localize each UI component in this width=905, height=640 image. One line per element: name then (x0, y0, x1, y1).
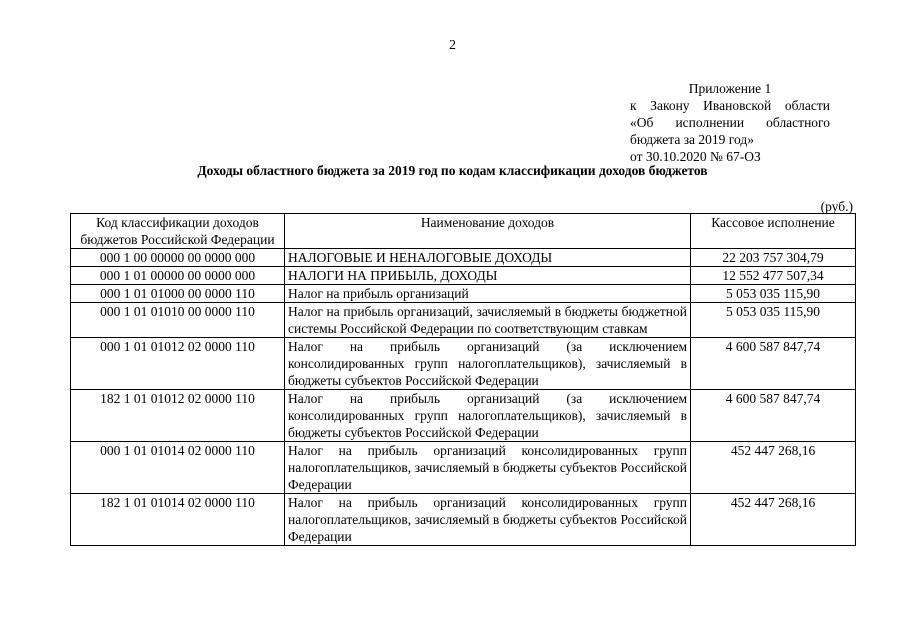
row-code: 000 1 01 01010 00 0000 110 (71, 303, 285, 338)
row-amount: 5 053 035 115,90 (691, 285, 856, 303)
table-row (71, 390, 856, 442)
row-code: 000 1 00 00000 00 0000 000 (71, 249, 285, 267)
row-name: НАЛОГОВЫЕ И НЕНАЛОГОВЫЕ ДОХОДЫ (285, 249, 691, 267)
document-title: Доходы областного бюджета за 2019 год по кодам классификации доходов бюджетов (197, 163, 708, 178)
page-number: 2 (449, 38, 456, 53)
row-amount: 452 447 268,16 (691, 442, 856, 494)
appendix-line-3: «Об исполнении областного (630, 115, 830, 130)
row-amount: 4 600 587 847,74 (691, 338, 856, 390)
row-name: Налог на прибыль организаций, зачисляемый в бюджеты бюджетной системы Российской Федерации по соответствующим ставкам (285, 303, 691, 338)
table-row (71, 338, 856, 390)
table-row (71, 249, 856, 267)
row-code: 000 1 01 00000 00 0000 000 (71, 267, 285, 285)
appendix-line-4: бюджета за 2019 год» (630, 132, 754, 147)
row-name: Налог на прибыль организаций консолидированных групп налогоплательщиков, зачисляемый в бюджеты субъектов Российской Федерации (285, 442, 691, 494)
table-row (71, 442, 856, 494)
appendix-line-5: от 30.10.2020 № 67-ОЗ (630, 149, 761, 164)
table-row (71, 303, 856, 338)
header-code: Код классификации доходов бюджетов Российской Федерации (71, 214, 285, 249)
appendix-block (630, 80, 830, 165)
row-code: 000 1 01 01012 02 0000 110 (71, 338, 285, 390)
row-name: Налог на прибыль организаций (285, 285, 691, 303)
appendix-line-2: к Закону Ивановской области (630, 98, 830, 113)
revenue-table (70, 213, 856, 546)
row-amount: 452 447 268,16 (691, 494, 856, 546)
header-name: Наименование доходов (285, 214, 691, 249)
row-name: Налог на прибыль организаций (за исключением консолидированных групп налогоплательщиков), зачисляемый в бюджеты субъектов Российской Федерации (285, 338, 691, 390)
row-amount: 12 552 477 507,34 (691, 267, 856, 285)
row-code: 000 1 01 01000 00 0000 110 (71, 285, 285, 303)
appendix-line-1: Приложение 1 (688, 81, 772, 96)
table-row (71, 267, 856, 285)
row-code: 000 1 01 01014 02 0000 110 (71, 442, 285, 494)
row-amount: 22 203 757 304,79 (691, 249, 856, 267)
row-code: 182 1 01 01012 02 0000 110 (71, 390, 285, 442)
table-header-row (71, 214, 856, 249)
row-amount: 4 600 587 847,74 (691, 390, 856, 442)
row-code: 182 1 01 01014 02 0000 110 (71, 494, 285, 546)
row-name: Налог на прибыль организаций (за исключением консолидированных групп налогоплательщиков), зачисляемый в бюджеты субъектов Российской Федерации (285, 390, 691, 442)
row-name: Налог на прибыль организаций консолидированных групп налогоплательщиков, зачисляемый в бюджеты субъектов Российской Федерации (285, 494, 691, 546)
table-row (71, 285, 856, 303)
row-name: НАЛОГИ НА ПРИБЫЛЬ, ДОХОДЫ (285, 267, 691, 285)
row-amount: 5 053 035 115,90 (691, 303, 856, 338)
currency-unit: (руб.) (820, 199, 853, 214)
table-row (71, 494, 856, 546)
header-amount: Кассовое исполнение (691, 214, 856, 249)
